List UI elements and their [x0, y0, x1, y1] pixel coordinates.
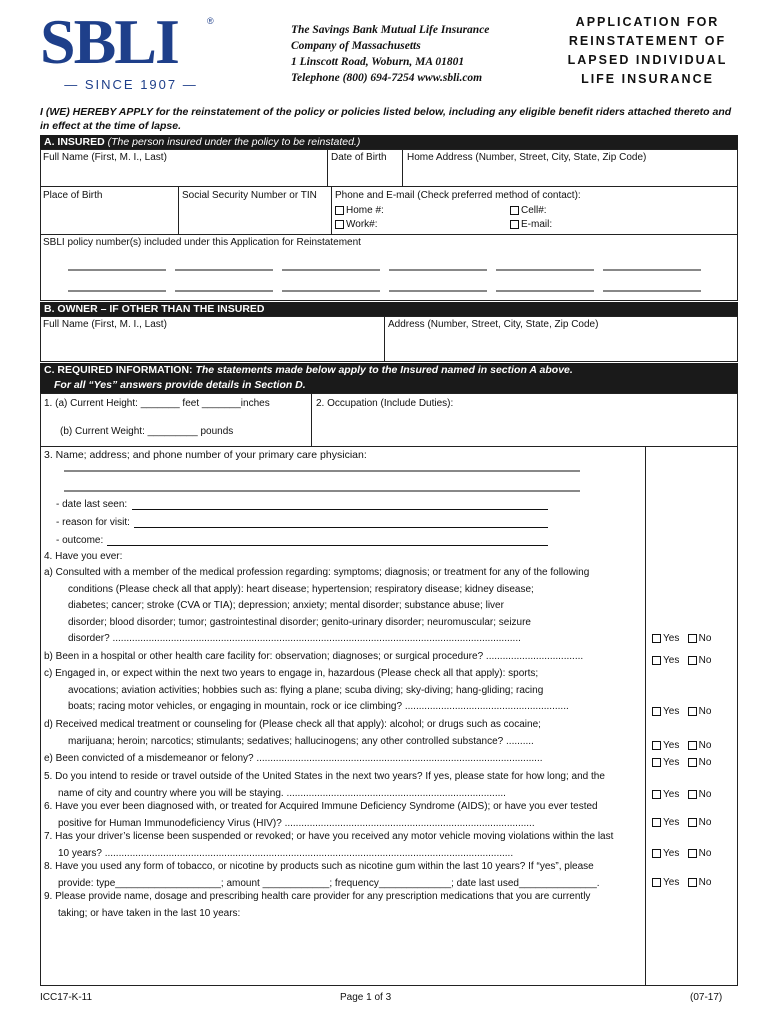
yn-q4e[interactable]: Yes No: [652, 757, 711, 768]
q7-text: 7. Has your driver’s license been suspended or revoked; or have you received any motor vehicle moving violations within the last 10 years? ...................................................................................................................................................: [44, 831, 614, 859]
q8-text: 8. Have you used any form of tobacco, or nicotine by products such as nicotine gum within the last 10 years? If “yes”, please provide: type___________________; amount ____________; frequency_____________; date last used______________.: [44, 861, 600, 889]
q3-label: 3. Name; address; and phone number of your primary care physician:: [44, 449, 367, 461]
checkbox-icon[interactable]: [688, 741, 697, 750]
checkbox-icon[interactable]: [652, 634, 661, 643]
form-date: (07-17): [690, 992, 723, 1003]
owner-address-label: Address (Number, Street, City, State, Zip Code): [388, 319, 599, 330]
section-a-header: A. INSURED (The person insured under the policy to be reinstated.): [40, 135, 738, 149]
checkbox-icon[interactable]: [510, 206, 519, 215]
home-phone-option[interactable]: Home #:: [335, 205, 384, 216]
sbli-logo: SBLI: [40, 6, 178, 77]
yn-q4d[interactable]: Yes No: [652, 740, 711, 751]
section-c-header: C. REQUIRED INFORMATION: The statements made below apply to the Insured named in section A above. For all “Yes” answers provide details in Section D.: [40, 363, 738, 393]
page-number: Page 1 of 3: [340, 992, 392, 1003]
contact-label: Phone and E-mail (Check preferred method of contact):: [335, 190, 581, 201]
ssn-label: Social Security Number or TIN: [182, 190, 317, 201]
yn-q5[interactable]: Yes No: [652, 789, 711, 800]
q4c-text: c) Engaged in, or expect within the next two years to engage in, hazardous (Please check all that apply): sports; avocations; aviation activities; hobbies such as: flying a plane; scuba diving; sky-diving; hang-gliding; racing boats; racing motor vehicles, or engaging in mountain, rock or ice climbing? ...........................................................: [44, 668, 569, 712]
owner-full-name-label: Full Name (First, M. I., Last): [43, 319, 167, 330]
checkbox-icon[interactable]: [688, 849, 697, 858]
yn-q6[interactable]: Yes No: [652, 817, 711, 828]
reason-label: - reason for visit:: [56, 517, 130, 528]
form-number: ICC17-K-11: [40, 992, 93, 1003]
form-title: APPLICATION FOR REINSTATEMENT OF LAPSED INDIVIDUAL LIFE INSURANCE: [567, 15, 728, 86]
insured-full-name-label: Full Name (First, M. I., Last): [43, 152, 167, 163]
checkbox-icon[interactable]: [688, 656, 697, 665]
checkbox-icon[interactable]: [688, 818, 697, 827]
checkbox-icon[interactable]: [510, 220, 519, 229]
checkbox-icon[interactable]: [652, 656, 661, 665]
q6-text: 6. Have you ever been diagnosed with, or treated for Acquired Immune Deficiency Syndrome (AIDS); or have you ever tested positive for Human Immunodeficiency Virus (HIV)? ..........................................................................................: [44, 801, 598, 829]
checkbox-icon[interactable]: [688, 634, 697, 643]
insured-full-name-field[interactable]: [44, 164, 324, 184]
yn-q4a[interactable]: Yes No: [652, 633, 711, 644]
checkbox-icon[interactable]: [652, 741, 661, 750]
checkbox-icon[interactable]: [688, 758, 697, 767]
outcome-label: - outcome:: [56, 535, 104, 546]
policy-number-lines[interactable]: [68, 262, 703, 296]
height-field[interactable]: 1. (a) Current Height: _______ feet _______inches: [44, 398, 270, 409]
date-last-seen-label: - date last seen:: [56, 499, 128, 510]
q4-label: 4. Have you ever:: [44, 551, 123, 562]
dob-label: Date of Birth: [331, 152, 387, 163]
checkbox-icon[interactable]: [652, 758, 661, 767]
logo-since: — SINCE 1907 —: [64, 77, 198, 92]
checkbox-icon[interactable]: [688, 707, 697, 716]
section-b-header: B. OWNER – IF OTHER THAN THE INSURED: [40, 302, 738, 316]
checkbox-icon[interactable]: [688, 790, 697, 799]
intro-statement: I (WE) HEREBY APPLY for the reinstatement of the policy or policies listed below, including any eligible benefit riders attached thereto and in effect at the time of lapse.: [40, 106, 732, 132]
weight-field[interactable]: (b) Current Weight: _________ pounds: [60, 426, 234, 437]
checkbox-icon[interactable]: [652, 878, 661, 887]
yn-q4b[interactable]: Yes No: [652, 655, 711, 666]
checkbox-icon[interactable]: [335, 220, 344, 229]
place-of-birth-label: Place of Birth: [43, 190, 103, 201]
q4e-text: e) Been convicted of a misdemeanor or felony? .......................................................................................................: [44, 753, 543, 764]
owner-full-name-field[interactable]: [44, 332, 380, 360]
yn-q8[interactable]: Yes No: [652, 877, 711, 888]
q9-text: 9. Please provide name, dosage and prescribing health care provider for any prescription medications that you are currently taking; or have taken in the last 10 years:: [44, 891, 591, 919]
yn-q7[interactable]: Yes No: [652, 848, 711, 859]
reason-field[interactable]: [134, 527, 548, 528]
q4d-text: d) Received medical treatment or counseling for (Please check all that apply): alcohol; or drugs such as cocaine; marijuana; heroin; narcotics; stimulants; sedatives; hallucinogens; any other controlled substance? ..........: [44, 719, 541, 747]
checkbox-icon[interactable]: [688, 878, 697, 887]
owner-address-field[interactable]: [388, 332, 734, 360]
physician-lines[interactable]: [64, 462, 582, 532]
company-info: The Savings Bank Mutual Life Insurance Company of Massachusetts 1 Linscott Road, Woburn, MA 01801 Telephone (800) 694-7254 www.sbli.com: [291, 24, 490, 84]
cell-phone-option[interactable]: Cell#:: [510, 205, 547, 216]
q4a-text: a) Consulted with a member of the medical profession regarding: symptoms; diagnosis; or treatment for any of the following conditions (Please check all that apply): heart disease; hypertension; respiratory disease; kidney disease; diabetes; cancer; stroke (CVA or TIA); depression; anxiety; mental disorder; substance abuse; liver disorder; blood disorder; tumor; gastrointestinal disorder; genito-urinary disorder; neuromuscular; seizure disorder? ...................................................................................................................................................: [44, 567, 590, 644]
q4b-text: b) Been in a hospital or other health care facility for: observation; diagnoses; or surgical procedure? ...................................: [44, 651, 584, 662]
occupation-label: 2. Occupation (Include Duties):: [316, 398, 454, 409]
yn-q4c[interactable]: Yes No: [652, 706, 711, 717]
registered-mark: ®: [207, 16, 214, 26]
date-last-seen-field[interactable]: [132, 509, 548, 510]
checkbox-icon[interactable]: [335, 206, 344, 215]
home-address-field[interactable]: [407, 164, 735, 184]
checkbox-icon[interactable]: [652, 707, 661, 716]
outcome-field[interactable]: [107, 545, 548, 546]
policy-number-blanks: [68, 262, 703, 296]
checkbox-icon[interactable]: [652, 849, 661, 858]
dob-field[interactable]: [331, 164, 399, 184]
checkbox-icon[interactable]: [652, 790, 661, 799]
ssn-field[interactable]: [182, 204, 327, 232]
email-option[interactable]: E-mail:: [510, 219, 552, 230]
work-phone-option[interactable]: Work#:: [335, 219, 378, 230]
place-of-birth-field[interactable]: [44, 204, 174, 232]
policy-numbers-label: SBLI policy number(s) included under this Application for Reinstatement: [43, 237, 361, 248]
checkbox-icon[interactable]: [652, 818, 661, 827]
physician-blanks: [64, 462, 582, 532]
q5-text: 5. Do you intend to reside or travel outside of the United States in the next two years? If yes, please state for how long; and the name of city and country where you will be staying. ...............................................................................: [44, 771, 605, 799]
home-address-label: Home Address (Number, Street, City, State, Zip Code): [407, 152, 647, 163]
